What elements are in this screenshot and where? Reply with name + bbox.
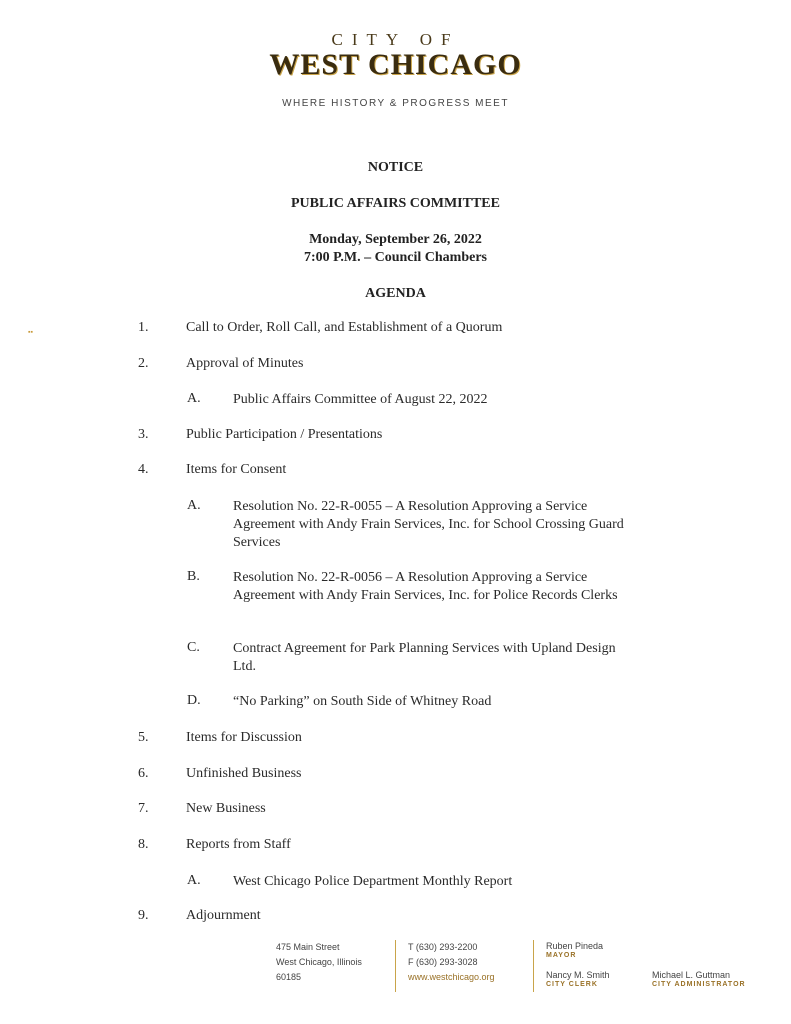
fax-number: F (630) 293-3028 bbox=[408, 957, 478, 967]
sub-item-text: “No Parking” on South Side of Whitney Road bbox=[233, 694, 492, 709]
sub-item-text: Contract Agreement for Park Planning Services with Upland Design Ltd. bbox=[233, 641, 616, 674]
footer-divider bbox=[395, 940, 396, 992]
agenda-item-text: New Business bbox=[186, 801, 266, 816]
logo-city-name: WEST CHICAGO bbox=[269, 48, 522, 81]
sub-item-text: West Chicago Police Department Monthly Report bbox=[233, 874, 513, 889]
admin-role: CITY ADMINISTRATOR bbox=[652, 981, 746, 988]
agenda-item-number: 2. bbox=[138, 356, 149, 371]
mayor-role: MAYOR bbox=[546, 952, 577, 959]
agenda-item-text: Adjournment bbox=[186, 908, 261, 923]
agenda-item-number: 8. bbox=[138, 837, 149, 852]
footer-officials bbox=[546, 940, 610, 989]
address-zip: 60185 bbox=[276, 972, 302, 982]
logo-tagline: WHERE HISTORY & PROGRESS MEET bbox=[282, 98, 509, 109]
sub-item-letter: A. bbox=[187, 391, 201, 406]
sub-item-letter: B. bbox=[187, 569, 200, 584]
sub-item-letter: C. bbox=[187, 640, 200, 655]
agenda-item-text: Reports from Staff bbox=[186, 837, 291, 852]
meeting-date: Monday, September 26, 2022 bbox=[309, 232, 482, 247]
agenda-item-text: Approval of Minutes bbox=[186, 356, 304, 371]
sub-item-text: Resolution No. 22-R-0056 – A Resolution Approving a Service Agreement with Andy Frain Services, Inc. for Police Records Clerks bbox=[233, 570, 618, 603]
clerk-role: CITY CLERK bbox=[546, 981, 598, 988]
agenda-list bbox=[0, 312, 791, 932]
mayor-name: Ruben Pineda bbox=[546, 941, 604, 951]
agenda-item-number: 1. bbox=[138, 320, 149, 335]
website-link[interactable]: www.westchicago.org bbox=[408, 972, 495, 982]
address-city: West Chicago, Illinois bbox=[276, 957, 362, 967]
agenda-item-number: 3. bbox=[138, 427, 149, 442]
clerk-name: Nancy M. Smith bbox=[546, 970, 610, 980]
letterhead-footer bbox=[0, 940, 791, 1000]
agenda-item-number: 5. bbox=[138, 730, 149, 745]
agenda-item-text: Unfinished Business bbox=[186, 766, 302, 781]
committee-title: PUBLIC AFFAIRS COMMITTEE bbox=[291, 196, 500, 211]
sub-item-text: Public Affairs Committee of August 22, 2022 bbox=[233, 392, 488, 407]
footer-administrator bbox=[652, 969, 746, 989]
sub-item-letter: A. bbox=[187, 498, 201, 513]
footer-address bbox=[276, 940, 362, 985]
phone-number: T (630) 293-2200 bbox=[408, 942, 478, 952]
agenda-title: AGENDA bbox=[365, 286, 426, 301]
footer-divider bbox=[533, 940, 534, 992]
footer-contact bbox=[408, 940, 495, 985]
agenda-item-number: 4. bbox=[138, 462, 149, 477]
admin-name: Michael L. Guttman bbox=[652, 970, 731, 980]
scan-mark: ▪▪ bbox=[28, 328, 33, 336]
agenda-item-number: 9. bbox=[138, 908, 149, 923]
agenda-item-text: Call to Order, Roll Call, and Establishment of a Quorum bbox=[186, 320, 503, 335]
sub-item-letter: D. bbox=[187, 693, 201, 708]
agenda-item-number: 6. bbox=[138, 766, 149, 781]
agenda-item-text: Items for Consent bbox=[186, 462, 287, 477]
agenda-item-text: Public Participation / Presentations bbox=[186, 427, 383, 442]
meeting-time-place: 7:00 P.M. – Council Chambers bbox=[303, 250, 488, 265]
agenda-item-number: 7. bbox=[138, 801, 149, 816]
notice-title: NOTICE bbox=[367, 160, 424, 175]
agenda-item-text: Items for Discussion bbox=[186, 730, 302, 745]
address-street: 475 Main Street bbox=[276, 942, 340, 952]
logo-city-of: CITY OF bbox=[331, 30, 460, 49]
sub-item-letter: A. bbox=[187, 873, 201, 888]
sub-item-text: Resolution No. 22-R-0055 – A Resolution Approving a Service Agreement with Andy Frain Services, Inc. for School Crossing Guard Services bbox=[233, 499, 624, 550]
